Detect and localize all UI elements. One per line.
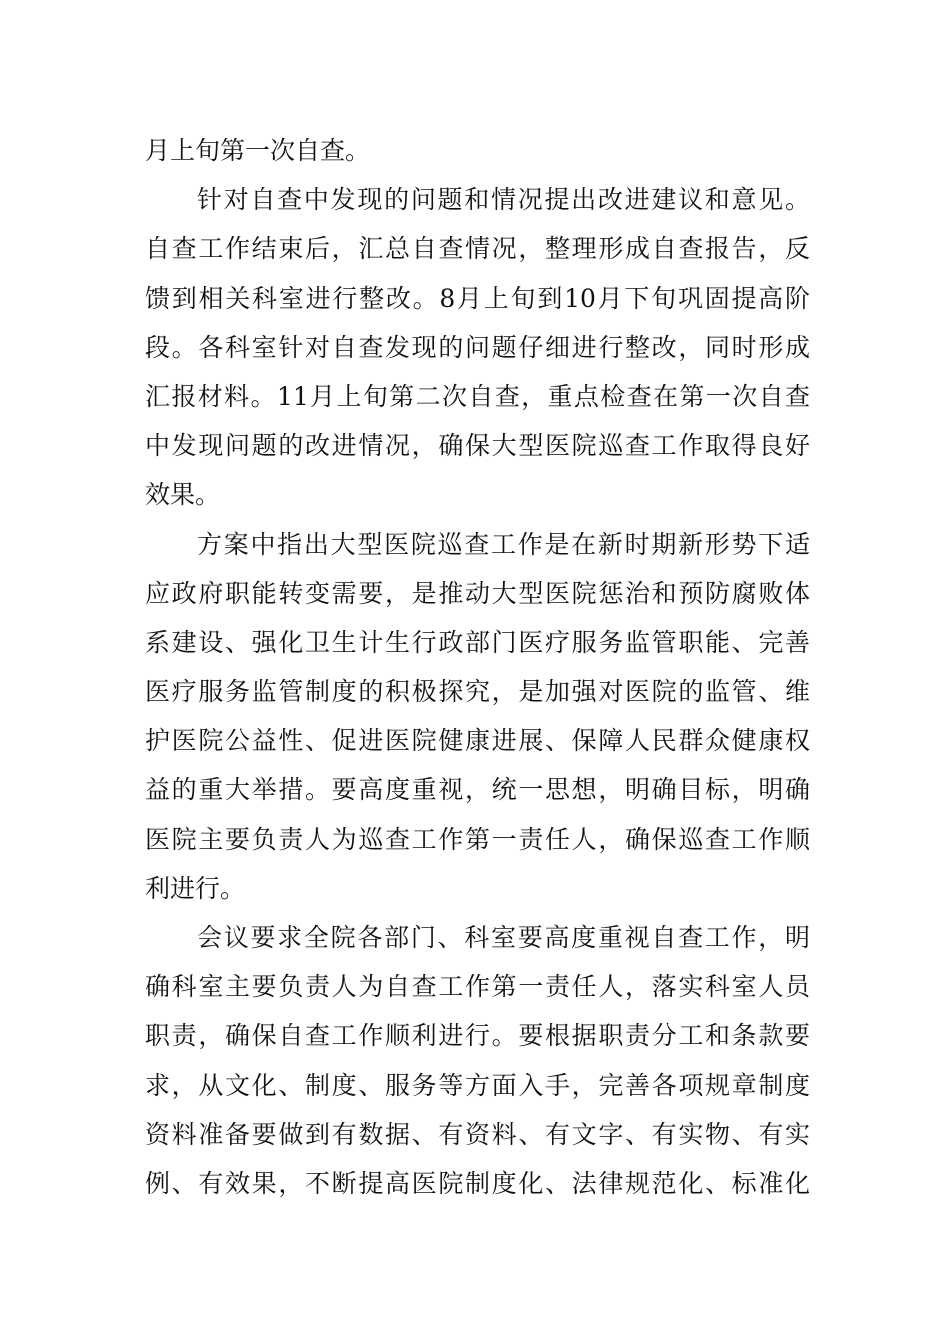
text-line: 求，从文化、制度、服务等方面入手，完善各项规章制度: [145, 1070, 810, 1100]
text-line: 段。各科室针对自查发现的问题仔细进行整改，同时形成: [145, 332, 810, 362]
paragraph-first-line: 方案中指出大型医院巡查工作是在新时期新形势下适: [197, 529, 810, 559]
text-line: 护医院公益性、促进医院健康进展、保障人民群众健康权: [145, 726, 810, 756]
paragraph-first-line: 针对自查中发现的问题和情况提出改进建议和意见。: [197, 185, 810, 215]
text-line: 效果。: [145, 480, 221, 510]
text-line: 益的重大举措。要高度重视，统一思想，明确目标，明确: [145, 775, 810, 805]
text-line: 利进行。: [145, 873, 246, 903]
text-line: 例、有效果，不断提高医院制度化、法律规范化、标准化: [145, 1168, 810, 1198]
text-line: 应政府职能转变需要，是推动大型医院惩治和预防腐败体: [145, 578, 810, 608]
text-line: 资料准备要做到有数据、有资料、有文字、有实物、有实: [145, 1119, 810, 1149]
text-line: 馈到相关科室进行整改。8月上旬到10月下旬巩固提高阶: [145, 283, 810, 313]
text-line: 职责，确保自查工作顺利进行。要根据职责分工和条款要: [145, 1021, 810, 1051]
paragraph-first-line: 会议要求全院各部门、科室要高度重视自查工作，明: [197, 923, 810, 952]
text-line: 汇报材料。11月上旬第二次自查，重点检查在第一次自查: [145, 381, 810, 411]
text-line: 系建设、强化卫生计生行政部门医疗服务监管职能、完善: [145, 627, 810, 657]
text-line: 月上旬第一次自查。: [145, 136, 371, 165]
text-line: 医疗服务监管制度的积极探究，是加强对医院的监管、维: [145, 677, 810, 707]
body-text: [145, 126, 810, 1208]
text-line: 确科室主要负责人为自查工作第一责任人，落实科室人员: [145, 972, 810, 1002]
text-line: 中发现问题的改进情况，确保大型医院巡查工作取得良好: [145, 431, 810, 461]
text-line: 医院主要负责人为巡查工作第一责任人，确保巡查工作顺: [145, 824, 810, 854]
text-line: 自查工作结束后，汇总自查情况，整理形成自查报告，反: [145, 234, 810, 264]
